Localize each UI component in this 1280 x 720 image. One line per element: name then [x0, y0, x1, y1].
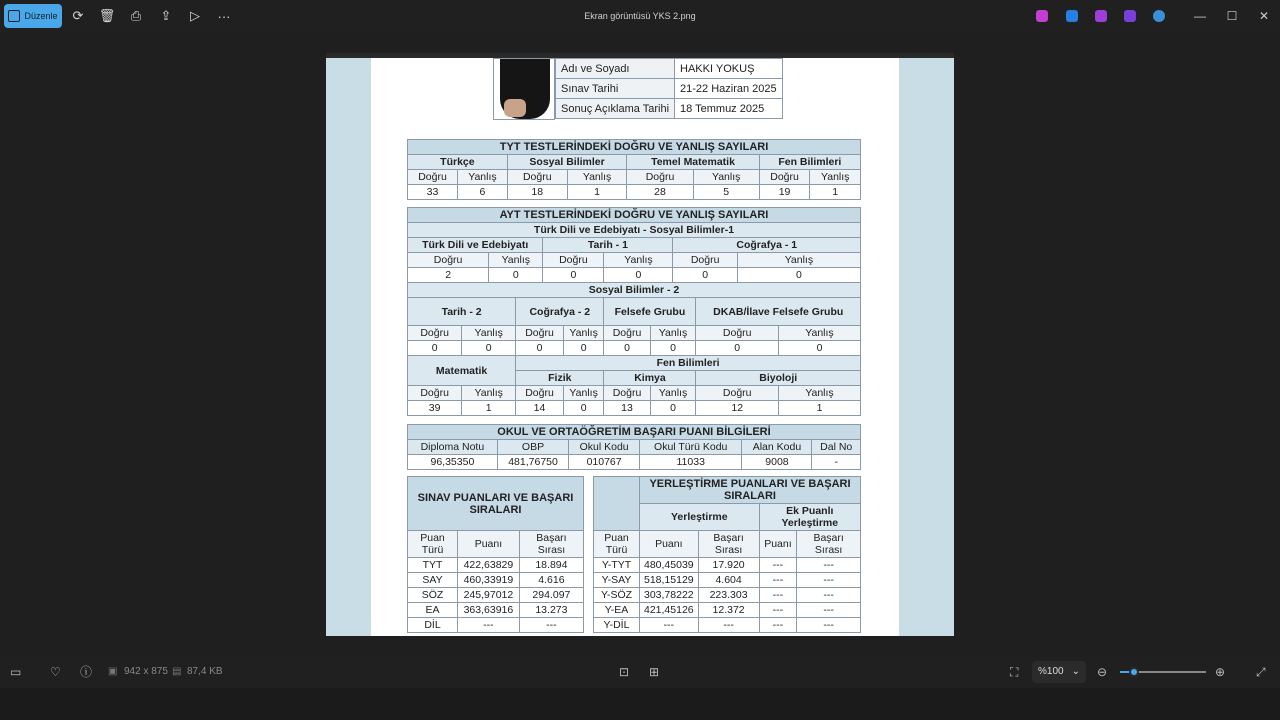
- subject-header: Sosyal Bilimler: [507, 155, 627, 170]
- okul-value: 11033: [639, 455, 742, 470]
- basari-sirasi: 12.372: [698, 603, 759, 618]
- tyt-title: TYT TESTLERİNDEKİ DOĞRU VE YANLIŞ SAYILARI: [408, 140, 861, 155]
- count-cell: 0: [563, 401, 604, 416]
- dogru-header: Doğru: [516, 326, 564, 341]
- basari-sirasi: 4.604: [698, 573, 759, 588]
- count-cell: 6: [458, 185, 508, 200]
- count-cell: 1: [778, 401, 860, 416]
- yanlis-header: Yanlış: [693, 170, 759, 185]
- okul-header: OBP: [497, 440, 568, 455]
- subject-header: Fen Bilimleri: [759, 155, 860, 170]
- clipchamp-icon[interactable]: [1095, 10, 1107, 22]
- image-viewport[interactable]: [326, 53, 954, 636]
- subject-header: Kimya: [604, 371, 696, 386]
- basari-sirasi: ---: [698, 618, 759, 633]
- dimensions-icon: ▣: [108, 666, 118, 677]
- count-cell: 0: [696, 341, 779, 356]
- puan: 421,45126: [640, 603, 699, 618]
- okul-title: OKUL VE ORTAÖĞRETİM BAŞARI PUANI BİLGİLERİ: [408, 425, 861, 440]
- subject-header: Coğrafya - 1: [673, 238, 861, 253]
- okul-header: Okul Türü Kodu: [639, 440, 742, 455]
- count-cell: 14: [516, 401, 564, 416]
- candidate-photo: [493, 58, 555, 120]
- ek-puan: ---: [759, 558, 797, 573]
- minimize-button[interactable]: —: [1194, 9, 1206, 23]
- okul-value: 481,76750: [497, 455, 568, 470]
- puan: 480,45039: [640, 558, 699, 573]
- basari-sirasi: 4.616: [519, 573, 583, 588]
- ayt-group-title: Sosyal Bilimler - 2: [408, 283, 861, 298]
- placement-scores-table: [593, 476, 861, 633]
- dogru-header: Doğru: [696, 386, 779, 401]
- slideshow-icon[interactable]: ▷: [190, 8, 200, 23]
- yanlis-header: Yanlış: [489, 253, 543, 268]
- yanlis-header: Yanlış: [462, 326, 516, 341]
- yanlis-header: Yanlış: [737, 253, 860, 268]
- count-cell: 0: [650, 401, 696, 416]
- count-cell: 0: [516, 341, 564, 356]
- dogru-header: Doğru: [408, 253, 489, 268]
- basari-sirasi: 294.097: [519, 588, 583, 603]
- zoom-out-icon[interactable]: ⊖: [1097, 665, 1108, 679]
- count-cell: 39: [408, 401, 462, 416]
- yanlis-header: Yanlış: [462, 386, 516, 401]
- sinav-header: Başarı Sırası: [519, 531, 583, 558]
- count-cell: 1: [462, 401, 516, 416]
- puan-turu: DİL: [408, 618, 458, 633]
- okul-value: -: [812, 455, 861, 470]
- count-cell: 5: [693, 185, 759, 200]
- subject-header: Fizik: [516, 371, 604, 386]
- basari-sirasi: ---: [519, 618, 583, 633]
- puan: 245,97012: [458, 588, 520, 603]
- fit-window-icon[interactable]: ⛶: [1010, 665, 1019, 679]
- info-key: Sonuç Açıklama Tarihi: [556, 99, 675, 119]
- count-cell: 0: [563, 341, 604, 356]
- dogru-header: Doğru: [516, 386, 564, 401]
- info-icon[interactable]: ⓘ: [80, 665, 93, 679]
- ek-puan: ---: [759, 603, 797, 618]
- puan-turu: SÖZ: [408, 588, 458, 603]
- ek-sira: ---: [797, 588, 861, 603]
- yer-header: Puan Türü: [594, 531, 640, 558]
- dogru-header: Doğru: [408, 326, 462, 341]
- puan: 363,63916: [458, 603, 520, 618]
- subject-header: Coğrafya - 2: [516, 298, 604, 326]
- okul-value: 9008: [742, 455, 812, 470]
- yanlis-header: Yanlış: [563, 326, 604, 341]
- count-cell: 12: [696, 401, 779, 416]
- filmstrip-icon[interactable]: ▭: [10, 665, 22, 679]
- edit-icon: [8, 10, 20, 22]
- document-background: [326, 58, 954, 636]
- image-dimensions: 942 x 875: [124, 666, 168, 677]
- filesize-icon: ▤: [172, 666, 182, 677]
- count-cell: 1: [567, 185, 627, 200]
- puan-turu: TYT: [408, 558, 458, 573]
- info-value: HAKKI YOKUŞ: [675, 59, 783, 79]
- window-title: Ekran görüntüsü YKS 2.png: [584, 11, 696, 21]
- okul-header: Diploma Notu: [408, 440, 498, 455]
- designer-icon[interactable]: [1066, 10, 1078, 22]
- count-cell: 0: [489, 268, 543, 283]
- printer-icon[interactable]: ⎙: [130, 8, 142, 23]
- subject-header: Türk Dili ve Edebiyatı: [408, 238, 543, 253]
- count-cell: 0: [673, 268, 737, 283]
- subject-header: Biyoloji: [696, 371, 861, 386]
- count-cell: 0: [650, 341, 696, 356]
- basari-sirasi: 13.273: [519, 603, 583, 618]
- count-cell: 18: [507, 185, 567, 200]
- ek-sira: ---: [797, 603, 861, 618]
- puan-turu: Y-SÖZ: [594, 588, 640, 603]
- info-value: 21-22 Haziran 2025: [675, 79, 783, 99]
- yer-title: YERLEŞTİRME PUANLARI VE BAŞARI SIRALARI: [640, 477, 861, 504]
- subject-header: Türkçe: [408, 155, 508, 170]
- rotate-icon[interactable]: ⟳: [72, 8, 84, 23]
- tyt-table: [407, 139, 861, 200]
- editor-icon[interactable]: [1124, 10, 1136, 22]
- puan: ---: [458, 618, 520, 633]
- subject-header: Felsefe Grubu: [604, 298, 696, 326]
- yanlis-header: Yanlış: [778, 386, 860, 401]
- okul-value: 010767: [569, 455, 640, 470]
- zoom-slider-knob[interactable]: [1129, 667, 1139, 677]
- ayt-title: AYT TESTLERİNDEKİ DOĞRU VE YANLIŞ SAYILARI: [408, 208, 861, 223]
- dogru-header: Doğru: [507, 170, 567, 185]
- yer-header: Başarı Sırası: [797, 531, 861, 558]
- edit-button[interactable]: [4, 4, 62, 28]
- puan: 460,33919: [458, 573, 520, 588]
- title-bar: [0, 0, 1280, 32]
- maximize-button[interactable]: ☐: [1226, 9, 1238, 23]
- exam-scores-table: [407, 476, 584, 633]
- dogru-header: Doğru: [408, 170, 458, 185]
- ek-puan: ---: [759, 588, 797, 603]
- subject-header: Temel Matematik: [627, 155, 759, 170]
- count-cell: 2: [408, 268, 489, 283]
- yanlis-header: Yanlış: [458, 170, 508, 185]
- puan-turu: Y-TYT: [594, 558, 640, 573]
- count-cell: 0: [778, 341, 860, 356]
- onedrive-icon[interactable]: [1153, 10, 1165, 22]
- info-key: Adı ve Soyadı: [556, 59, 675, 79]
- ek-sira: ---: [797, 618, 861, 633]
- okul-header: Dal No: [812, 440, 861, 455]
- edit-label: Düzenle: [24, 11, 58, 21]
- count-cell: 0: [737, 268, 860, 283]
- puan: 518,15129: [640, 573, 699, 588]
- dogru-header: Doğru: [696, 326, 779, 341]
- taskbar-strip: [0, 688, 1280, 720]
- yanlis-header: Yanlış: [650, 386, 696, 401]
- zoom-value: %100: [1038, 666, 1064, 677]
- dogru-header: Doğru: [543, 253, 604, 268]
- more-button[interactable]: ···: [217, 8, 231, 24]
- ek-puan: ---: [759, 618, 797, 633]
- mat-header: Matematik: [408, 356, 516, 386]
- fen-header: Fen Bilimleri: [516, 356, 861, 371]
- yer-header: Başarı Sırası: [698, 531, 759, 558]
- yanlis-header: Yanlış: [567, 170, 627, 185]
- puan-turu: Y-EA: [594, 603, 640, 618]
- count-cell: 0: [604, 268, 673, 283]
- okul-value: 96,35350: [408, 455, 498, 470]
- subject-header: Tarih - 2: [408, 298, 516, 326]
- ek-sira: ---: [797, 558, 861, 573]
- info-key: Sınav Tarihi: [556, 79, 675, 99]
- school-score-table: [407, 424, 861, 470]
- fullscreen-icon[interactable]: ⤢: [1256, 665, 1266, 679]
- subject-header: Tarih - 1: [543, 238, 673, 253]
- count-cell: 13: [604, 401, 650, 416]
- status-bar: [0, 656, 1280, 688]
- close-button[interactable]: ✕: [1258, 9, 1270, 23]
- dogru-header: Doğru: [673, 253, 737, 268]
- ayt-table: [407, 207, 861, 416]
- okul-header: Okul Kodu: [569, 440, 640, 455]
- yer-header: Puanı: [640, 531, 699, 558]
- yer-subheader: Yerleştirme: [640, 504, 760, 531]
- copilot-icon[interactable]: [1036, 10, 1048, 22]
- yer-header: Puanı: [759, 531, 797, 558]
- puan-turu: Y-DİL: [594, 618, 640, 633]
- trash-icon[interactable]: 🗑︎: [98, 8, 116, 23]
- dogru-header: Doğru: [408, 386, 462, 401]
- count-cell: 19: [759, 185, 810, 200]
- result-document: [371, 58, 899, 636]
- ayt-group-title: Türk Dili ve Edebiyatı - Sosyal Bilimler-1: [408, 223, 861, 238]
- puan: 303,78222: [640, 588, 699, 603]
- yanlis-header: Yanlış: [650, 326, 696, 341]
- basari-sirasi: 17.920: [698, 558, 759, 573]
- sinav-header: Puan Türü: [408, 531, 458, 558]
- yanlis-header: Yanlış: [563, 386, 604, 401]
- favorite-icon[interactable]: ♡: [50, 665, 61, 679]
- candidate-info-table: [555, 58, 783, 119]
- zoom-slider[interactable]: [1120, 671, 1206, 673]
- yanlis-header: Yanlış: [778, 326, 860, 341]
- count-cell: 0: [543, 268, 604, 283]
- dogru-header: Doğru: [604, 326, 650, 341]
- basari-sirasi: 18.894: [519, 558, 583, 573]
- yanlis-header: Yanlış: [810, 170, 861, 185]
- puan: 422,63829: [458, 558, 520, 573]
- dogru-header: Doğru: [759, 170, 810, 185]
- okul-header: Alan Kodu: [742, 440, 812, 455]
- ek-puan: ---: [759, 573, 797, 588]
- yanlis-header: Yanlış: [604, 253, 673, 268]
- puan: ---: [640, 618, 699, 633]
- count-cell: 33: [408, 185, 458, 200]
- ek-sira: ---: [797, 573, 861, 588]
- text-recognition-icon[interactable]: ⊞: [649, 665, 660, 679]
- zoom-in-icon[interactable]: ⊕: [1215, 665, 1226, 679]
- blank-corner: [594, 477, 640, 531]
- count-cell: 0: [462, 341, 516, 356]
- subject-header: DKAB/İlave Felsefe Grubu: [696, 298, 861, 326]
- count-cell: 0: [604, 341, 650, 356]
- share-icon[interactable]: ⇪: [160, 8, 172, 23]
- dogru-header: Doğru: [604, 386, 650, 401]
- ek-subheader: Ek Puanlı Yerleştirme: [759, 504, 860, 531]
- file-size: 87,4 KB: [187, 666, 223, 677]
- puan-turu: SAY: [408, 573, 458, 588]
- puan-turu: Y-SAY: [594, 573, 640, 588]
- count-cell: 28: [627, 185, 693, 200]
- info-value: 18 Temmuz 2025: [675, 99, 783, 119]
- sinav-title: SINAV PUANLARI VE BAŞARI SIRALARI: [408, 477, 584, 531]
- zoom-select[interactable]: [1032, 661, 1086, 683]
- sinav-header: Puanı: [458, 531, 520, 558]
- puan-turu: EA: [408, 603, 458, 618]
- basari-sirasi: 223.303: [698, 588, 759, 603]
- visual-search-icon[interactable]: ⊡: [619, 665, 630, 679]
- chevron-down-icon: ⌄: [1071, 666, 1080, 677]
- dogru-header: Doğru: [627, 170, 693, 185]
- count-cell: 0: [408, 341, 462, 356]
- count-cell: 1: [810, 185, 861, 200]
